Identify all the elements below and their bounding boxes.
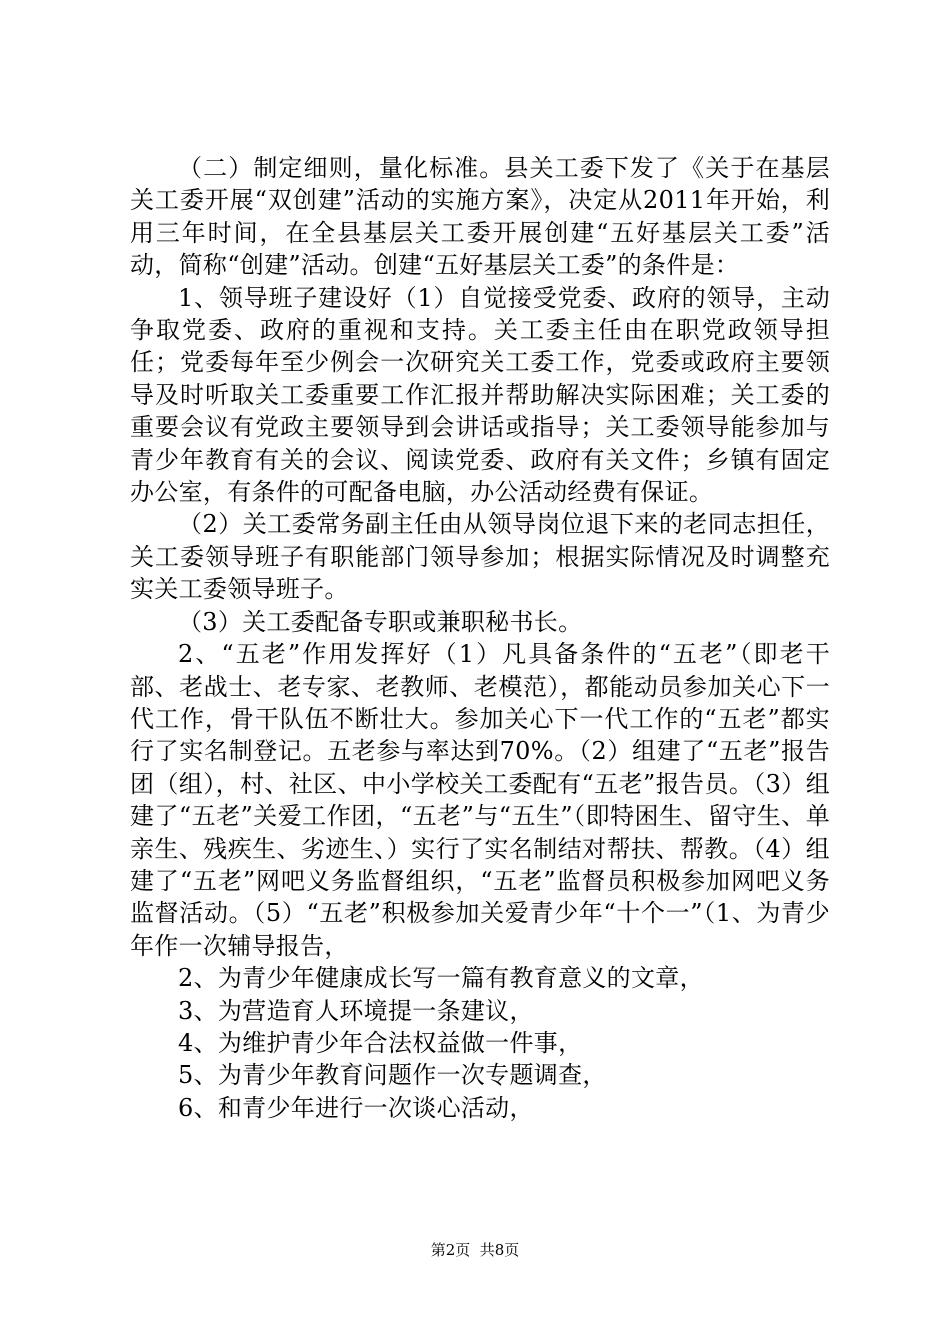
paragraph-9: 5、为青少年教育问题作一次专题调查， — [178, 1061, 607, 1090]
paragraph-2: 1、领导班子建设好（1）自觉接受党委、政府的领导，主动争取党委、政府的重视和支持。关工委主任由在职党政领导担任；党委每年至少例会一次研究关工委工作，党委或政府主要领导及时听取关工委重要工作汇报并帮助解决实际困难；关工委的重要会议有党政主要领导到会讲话或指导；关工委领导能参加与青少年教育有关的会议、阅读党委、政府有关文件；乡镇有固定办公室，有条件的可配备电脑，办公活动经费有保证。 — [130, 283, 830, 507]
page-footer — [0, 1240, 950, 1260]
paragraph-5: 2、“五老”作用发挥好（1）凡具备条件的“五老”（即老干部、老战士、老专家、老教师、老模范），都能动员参加关心下一代工作，骨干队伍不断壮大。参加关心下一代工作的“五老”都实行了实名制登记。五老参与率达到70%。（2）组建了“五老”报告团（组），村、社区、中小学校关工委配有“五老”报告员。（3）组建了“五老”关爱工作团，“五老”与“五生”（即特困生、留守生、单亲生、残疾生、劣迹生、）实行了实名制结对帮扶、帮教。（4）组建了“五老”网吧义务监督组织，“五老”监督员积极参加网吧义务监督活动。（5）“五老”积极参加关爱青少年“十个一”（1、为青少年作一次辅导报告， — [130, 640, 830, 960]
paragraph-7: 3、为营造育人环境提一条建议， — [178, 996, 534, 1025]
paragraph-1: （二）制定细则，量化标准。县关工委下发了《关于在基层关工委开展“双创建”活动的实施方案》，决定从2011年开始，利用三年时间，在全县基层关工委开展创建“五好基层关工委”活动，简称“创建”活动。创建“五好基层关工委”的条件是： — [130, 154, 830, 280]
paragraph-8: 4、为维护青少年合法权益做一件事， — [178, 1028, 583, 1057]
paragraph-6: 2、为青少年健康成长写一篇有教育意义的文章， — [178, 964, 704, 993]
paragraph-10: 6、和青少年进行一次谈心活动， — [178, 1093, 534, 1122]
paragraph-4: （3）关工委配备专职或兼职秘书长。 — [178, 607, 583, 636]
page-number: 第2页 共8页 — [430, 1241, 520, 1259]
document-body — [130, 152, 830, 1124]
paragraph-3: （2）关工委常务副主任由从领导岗位退下来的老同志担任，关工委领导班子有职能部门领导参加；根据实际情况及时调整充实关工委领导班子。 — [130, 510, 830, 604]
